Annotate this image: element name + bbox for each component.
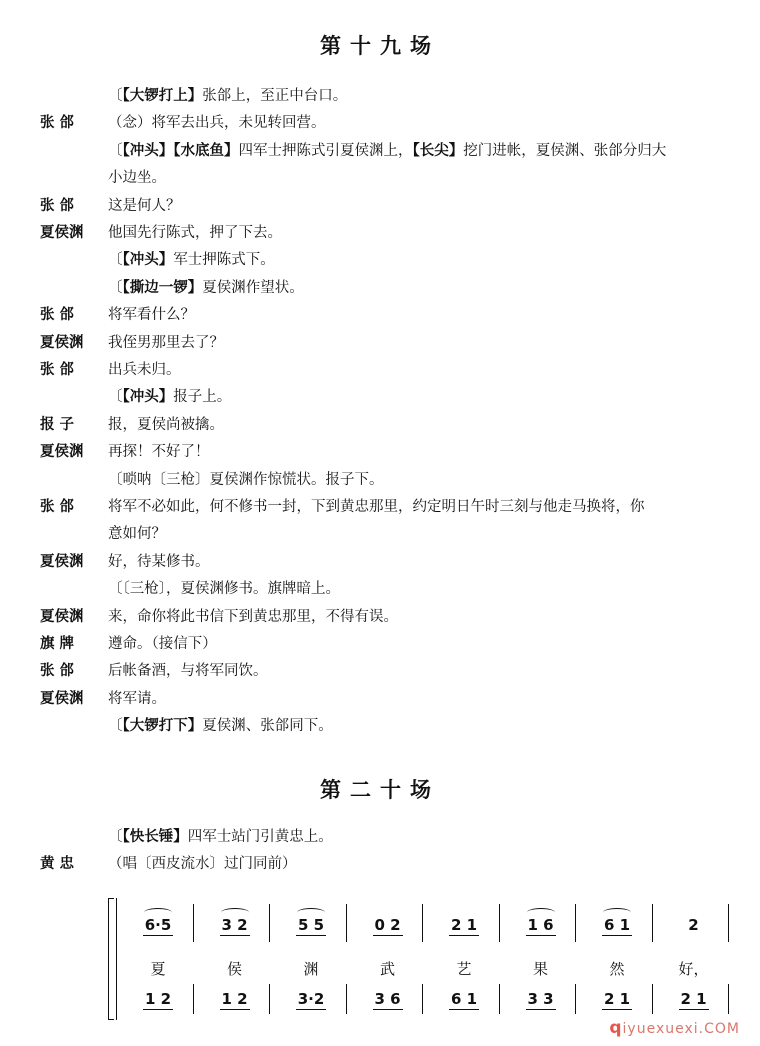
line-text: （唱〔西皮流水〕过门同前） bbox=[108, 856, 297, 872]
upper-note bbox=[207, 916, 263, 936]
cue-label: 【冲头】 bbox=[122, 252, 174, 269]
line-text: 将军不必如此，何不修书一封，下到黄忠那里，约定明日午时三刻与他走马换将，你 bbox=[108, 499, 645, 515]
jianpu-score bbox=[108, 898, 720, 1020]
beat-underline bbox=[602, 935, 632, 936]
upper-note-digits: 2 1 bbox=[450, 916, 478, 934]
bar-line bbox=[575, 904, 576, 942]
lyric-char: 渊 bbox=[303, 960, 319, 978]
dialogue-text bbox=[108, 495, 645, 516]
slur-mark bbox=[297, 908, 325, 917]
beat-underline bbox=[296, 935, 326, 936]
upper-note bbox=[589, 916, 645, 936]
bar-line bbox=[499, 984, 500, 1014]
slur-mark bbox=[603, 908, 631, 917]
line-text: 〔 bbox=[108, 142, 123, 159]
bar-line bbox=[652, 984, 653, 1014]
speaker-name: 张 郃 bbox=[40, 115, 75, 132]
line-text: 好，待某修书。 bbox=[108, 553, 210, 570]
scene-20-title: 第二十场 bbox=[320, 778, 440, 802]
dialogue-text bbox=[108, 550, 210, 571]
stage-direction bbox=[108, 468, 384, 489]
lyric-char: 侯 bbox=[226, 960, 242, 978]
speaker-name: 夏侯渊 bbox=[40, 690, 84, 707]
cue-label: 【冲头】 bbox=[122, 389, 174, 406]
score-bracket-line bbox=[116, 898, 117, 1020]
slur-mark bbox=[144, 908, 172, 917]
dialogue-text bbox=[108, 303, 195, 324]
speaker-name: 黄 忠 bbox=[40, 856, 75, 872]
line-text: 〔 bbox=[108, 252, 123, 269]
line-text: （念）将军去出兵，未见转回营。 bbox=[108, 115, 326, 132]
bar-line bbox=[346, 984, 347, 1014]
line-text: 意如何？ bbox=[108, 526, 166, 543]
stage-direction bbox=[108, 84, 347, 105]
stage-direction bbox=[108, 714, 333, 735]
line-text: 我侄男那里去了？ bbox=[108, 334, 224, 351]
dialogue-text bbox=[108, 331, 224, 352]
speaker-name: 旗 牌 bbox=[40, 636, 75, 652]
lyric-char: 好， bbox=[678, 960, 709, 978]
cue-label: 【快长锤】 bbox=[122, 829, 188, 845]
speaker-name: 张 郃 bbox=[40, 499, 75, 515]
speaker-name: 张 郃 bbox=[40, 307, 75, 324]
beat-underline bbox=[373, 1009, 403, 1010]
line-text: 报，夏侯尚被擒。 bbox=[108, 416, 224, 433]
upper-note-digits: 5 5 bbox=[297, 916, 325, 934]
bar-line bbox=[499, 904, 500, 942]
line-text: 张郃上，至正中台口。 bbox=[202, 88, 348, 104]
beat-underline bbox=[143, 935, 173, 936]
line-text: 这是何人？ bbox=[108, 197, 181, 214]
stage-direction bbox=[108, 825, 333, 846]
bar-line bbox=[193, 904, 194, 942]
line-text: 夏侯渊、张郃同下。 bbox=[202, 718, 333, 735]
lower-note-digits: 3 3 bbox=[527, 990, 554, 1008]
upper-note bbox=[666, 916, 722, 934]
bar-line bbox=[422, 984, 423, 1014]
speaker-name: 夏侯渊 bbox=[40, 444, 84, 461]
lower-note-digits: 1 2 bbox=[221, 990, 248, 1008]
stage-direction bbox=[108, 139, 666, 160]
stage-direction bbox=[108, 276, 304, 297]
speaker-name: 夏侯渊 bbox=[40, 334, 84, 351]
lyric-char: 武 bbox=[379, 960, 395, 978]
speaker-name: 夏侯渊 bbox=[40, 553, 84, 570]
scene-19-title: 第十九场 bbox=[320, 34, 440, 58]
upper-note-digits: 6 1 bbox=[603, 916, 631, 934]
line-text: 将军请。 bbox=[108, 690, 166, 707]
upper-note-digits: 6·5 bbox=[144, 916, 172, 934]
lyric-char: 夏 bbox=[150, 960, 166, 978]
cue-label: 【大锣打下】 bbox=[122, 718, 203, 735]
bar-line bbox=[728, 904, 729, 942]
line-text: 小边坐。 bbox=[108, 170, 166, 187]
bar-line bbox=[422, 904, 423, 942]
bar-line bbox=[652, 904, 653, 942]
dialogue-text bbox=[108, 221, 282, 242]
line-text: 出兵未归。 bbox=[108, 362, 181, 378]
speaker-name: 张 郃 bbox=[40, 197, 75, 214]
dialogue-text bbox=[108, 440, 210, 461]
stage-direction bbox=[108, 385, 231, 406]
lower-note bbox=[130, 990, 186, 1010]
bar-line bbox=[269, 984, 270, 1014]
lyric-char: 艺 bbox=[456, 960, 472, 978]
line-text: 〔 bbox=[108, 829, 123, 845]
line-text: 军士押陈式下。 bbox=[173, 252, 275, 269]
upper-note bbox=[283, 916, 339, 936]
dialogue-text bbox=[108, 413, 224, 434]
watermark bbox=[609, 1018, 740, 1038]
dialogue-text bbox=[108, 659, 268, 680]
watermark-text: iyuexuexi.COM bbox=[622, 1021, 740, 1037]
lower-note bbox=[666, 990, 722, 1010]
beat-underline bbox=[220, 935, 250, 936]
line-text: 四军士站门引黄忠上。 bbox=[187, 829, 333, 845]
upper-note-digits: 2 bbox=[688, 916, 699, 934]
speaker-name: 张 郃 bbox=[40, 663, 75, 680]
lower-note-digits: 2 1 bbox=[603, 990, 631, 1008]
upper-note bbox=[436, 916, 492, 936]
cue-label: 【大锣打上】 bbox=[122, 88, 203, 104]
beat-underline bbox=[220, 1009, 250, 1010]
lower-note-digits: 2 1 bbox=[680, 990, 707, 1008]
dialogue-text bbox=[108, 687, 166, 708]
score-bracket bbox=[108, 898, 114, 1020]
dialogue-text bbox=[108, 358, 181, 379]
bar-line bbox=[269, 904, 270, 942]
beat-underline bbox=[143, 1009, 173, 1010]
line-text: 夏侯渊作望状。 bbox=[202, 279, 304, 296]
speaker-name: 报 子 bbox=[40, 416, 75, 433]
beat-underline bbox=[449, 1009, 479, 1010]
line-text: 遵命。（接信下） bbox=[108, 636, 217, 652]
cue-label: 【撕边一锣】 bbox=[122, 279, 203, 296]
dialogue-text bbox=[108, 852, 297, 873]
line-text: 报子上。 bbox=[173, 389, 232, 406]
bar-line bbox=[575, 984, 576, 1014]
lyric-char: 然 bbox=[609, 960, 625, 978]
lower-note-digits: 3 6 bbox=[374, 990, 401, 1008]
lower-note bbox=[513, 990, 569, 1010]
upper-note bbox=[360, 916, 416, 936]
upper-note bbox=[130, 916, 186, 936]
line-text: 〔 bbox=[108, 718, 123, 735]
line-text: 将军看什么？ bbox=[108, 307, 195, 324]
watermark-logo: q bbox=[609, 1018, 623, 1038]
beat-underline bbox=[679, 1009, 709, 1010]
lower-note bbox=[589, 990, 645, 1010]
lower-note bbox=[360, 990, 416, 1010]
lower-note-digits: 6 1 bbox=[450, 990, 478, 1008]
line-text: 再探！不好了！ bbox=[108, 444, 210, 461]
beat-underline bbox=[373, 935, 403, 936]
speaker-name: 夏侯渊 bbox=[40, 608, 84, 625]
bar-line bbox=[193, 984, 194, 1014]
line-text: 〔〔三枪〕，夏侯渊修书。旗牌暗上。 bbox=[108, 581, 340, 598]
line-text: 四军士押陈式引夏侯渊上， bbox=[238, 142, 413, 159]
line-text: 挖门进帐，夏侯渊、张郃分归大 bbox=[463, 142, 667, 159]
dialogue-text bbox=[108, 605, 398, 626]
bar-line bbox=[728, 984, 729, 1014]
line-text: 〔 bbox=[108, 279, 123, 296]
slur-mark bbox=[527, 908, 555, 917]
beat-underline bbox=[602, 1009, 632, 1010]
stage-direction bbox=[108, 522, 166, 543]
speaker-name: 张 郃 bbox=[40, 362, 75, 378]
lower-note bbox=[207, 990, 263, 1010]
dialogue-text bbox=[108, 632, 217, 653]
lyric-char: 果 bbox=[532, 960, 548, 978]
upper-note-digits: 0 2 bbox=[374, 916, 401, 934]
stage-direction bbox=[108, 248, 275, 269]
line-text: 〔 bbox=[108, 88, 123, 104]
dialogue-text bbox=[108, 111, 326, 132]
cue-label: 【冲头】【水底鱼】 bbox=[122, 142, 239, 159]
bar-line bbox=[346, 904, 347, 942]
line-text: 后帐备酒，与将军同饮。 bbox=[108, 663, 268, 680]
beat-underline bbox=[526, 935, 556, 936]
speaker-name: 夏侯渊 bbox=[40, 225, 84, 241]
slur-mark bbox=[221, 908, 249, 917]
line-text: 来，命你将此书信下到黄忠那里，不得有误。 bbox=[108, 608, 398, 625]
line-text: 他国先行陈式，押了下去。 bbox=[108, 225, 282, 241]
stage-direction bbox=[108, 166, 166, 187]
beat-underline bbox=[449, 935, 479, 936]
lower-note-digits: 3·2 bbox=[297, 990, 325, 1008]
upper-note-digits: 3 2 bbox=[221, 916, 248, 934]
beat-underline bbox=[526, 1009, 556, 1010]
lower-note bbox=[436, 990, 492, 1010]
lower-note bbox=[283, 990, 339, 1010]
line-text: 〔 bbox=[108, 389, 123, 406]
beat-underline bbox=[296, 1009, 326, 1010]
dialogue-text bbox=[108, 194, 181, 215]
upper-note-digits: 1 6 bbox=[527, 916, 554, 934]
cue-label: 【长尖】 bbox=[412, 142, 464, 159]
stage-direction bbox=[108, 577, 340, 598]
upper-note bbox=[513, 916, 569, 936]
lower-note-digits: 1 2 bbox=[144, 990, 172, 1008]
line-text: 〔唢呐〔三枪〕夏侯渊作惊慌状。报子下。 bbox=[108, 471, 384, 488]
